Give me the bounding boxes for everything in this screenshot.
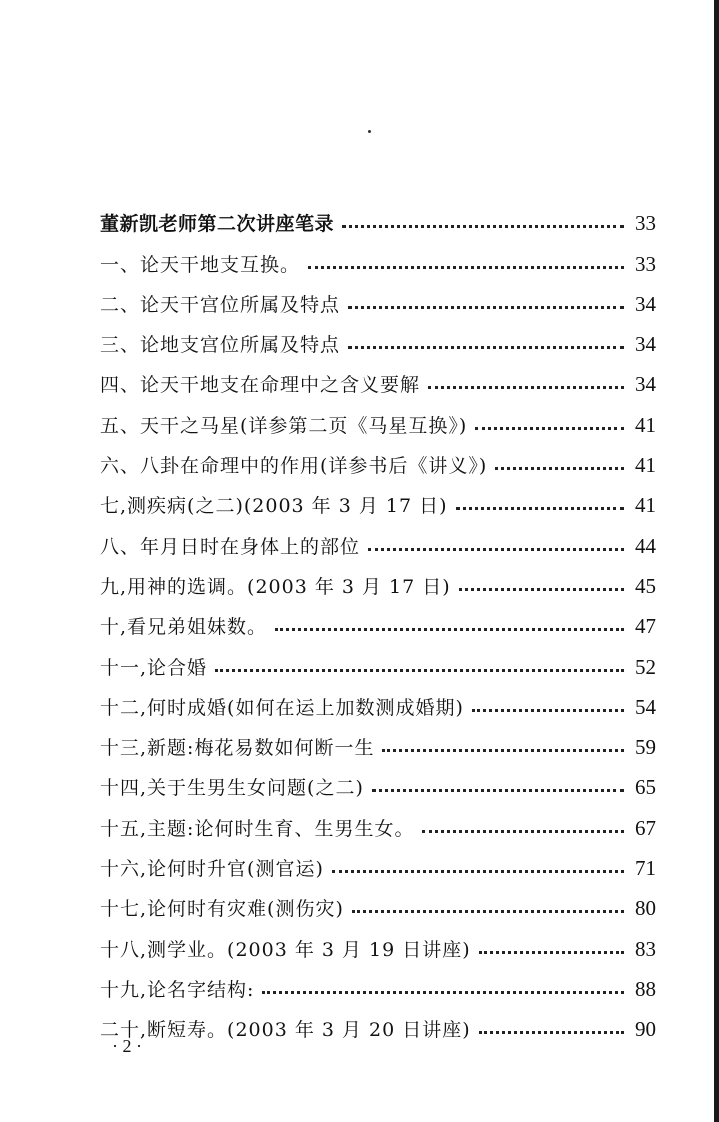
toc-entry-page: 59 xyxy=(635,735,656,760)
toc-entry xyxy=(100,557,656,597)
toc-entry xyxy=(100,678,656,718)
toc-entry-title: 十三,新题:梅花易数如何断一生 xyxy=(100,737,375,760)
toc-entry-page: 34 xyxy=(635,332,656,357)
toc-entry-title: 八、年月日时在身体上的部位 xyxy=(100,535,361,558)
toc-leader-dots xyxy=(495,467,624,470)
toc-section-header xyxy=(100,194,656,234)
toc-entry xyxy=(100,315,656,355)
toc-entry-page: 67 xyxy=(635,815,656,840)
toc-entry xyxy=(100,355,656,395)
toc-entry-page: 83 xyxy=(635,936,656,961)
toc-entry-page: 65 xyxy=(635,775,656,800)
toc-entry-title: 九,用神的选调。(2003 年 3 月 17 日) xyxy=(100,575,451,598)
toc-entry-title: 十四,关于生男生女问题(之二) xyxy=(100,777,364,800)
toc-leader-dots xyxy=(428,386,624,389)
toc-leader-dots xyxy=(372,789,624,792)
page-edge-border xyxy=(714,0,719,1122)
toc-entry xyxy=(100,798,656,838)
toc-entry-page: 34 xyxy=(635,372,656,397)
toc-entry-title: 一、论天干地支互换。 xyxy=(100,253,301,276)
toc-leader-dots xyxy=(308,266,624,269)
toc-entry-title: 三、论地支宫位所属及特点 xyxy=(100,334,341,357)
table-of-contents xyxy=(100,194,656,1040)
toc-entry-page: 80 xyxy=(635,896,656,921)
toc-entry-page: 33 xyxy=(635,211,656,236)
toc-entry xyxy=(100,960,656,1000)
toc-leader-dots xyxy=(422,830,624,833)
toc-entry-title: 十八,测学业。(2003 年 3 月 19 日讲座) xyxy=(100,938,471,961)
toc-entry xyxy=(100,1000,656,1040)
toc-entry-page: 52 xyxy=(635,654,656,679)
toc-leader-dots xyxy=(382,749,624,752)
toc-entry-page: 34 xyxy=(635,291,656,316)
toc-entry xyxy=(100,395,656,435)
toc-entry-title: 十,看兄弟姐妹数。 xyxy=(100,616,268,639)
toc-entry-title: 十二,何时成婚(如何在运上加数测成婚期) xyxy=(100,696,464,719)
toc-entry-page: 41 xyxy=(635,493,656,518)
toc-leader-dots xyxy=(459,588,624,591)
toc-entry-title: 十九,论名字结构: xyxy=(100,978,255,1001)
toc-entry xyxy=(100,637,656,677)
toc-entry-title: 十六,论何时升官(测官运) xyxy=(100,858,324,881)
toc-entry-title: 十七,论何时有灾难(测伤灾) xyxy=(100,898,344,921)
toc-leader-dots xyxy=(479,1031,624,1034)
toc-entry-page: 33 xyxy=(635,251,656,276)
toc-entry xyxy=(100,275,656,315)
toc-entry-page: 45 xyxy=(635,573,656,598)
toc-entry-page: 88 xyxy=(635,976,656,1001)
page-number: · 2 · xyxy=(112,1036,142,1056)
toc-leader-dots xyxy=(215,669,624,672)
toc-entry xyxy=(100,879,656,919)
toc-entry xyxy=(100,919,656,959)
toc-entry-title: 十五,主题:论何时生育、生男生女。 xyxy=(100,817,415,840)
toc-leader-dots xyxy=(479,951,624,954)
toc-leader-dots xyxy=(472,709,624,712)
toc-leader-dots xyxy=(368,548,624,551)
toc-leader-dots xyxy=(348,306,624,309)
toc-leader-dots xyxy=(348,346,624,349)
toc-entry-page: 47 xyxy=(635,614,656,639)
toc-entry-title: 四、论天干地支在命理中之含义要解 xyxy=(100,374,421,397)
toc-entry xyxy=(100,597,656,637)
toc-entry xyxy=(100,758,656,798)
toc-entry xyxy=(100,436,656,476)
toc-entry-page: 71 xyxy=(635,856,656,881)
toc-entry-title: 六、八卦在命理中的作用(详参书后《讲义》) xyxy=(100,455,488,478)
toc-leader-dots xyxy=(456,507,624,510)
toc-entry-title: 七,测疾病(之二)(2003 年 3 月 17 日) xyxy=(100,495,448,518)
toc-entry xyxy=(100,476,656,516)
toc-entry-page: 90 xyxy=(635,1017,656,1042)
toc-entry xyxy=(100,718,656,758)
toc-entry-page: 41 xyxy=(635,412,656,437)
toc-entry-page: 41 xyxy=(635,453,656,478)
toc-leader-dots xyxy=(475,427,624,430)
toc-entry-title: 十一,论合婚 xyxy=(100,656,208,679)
toc-leader-dots xyxy=(342,225,624,228)
toc-leader-dots xyxy=(332,870,624,873)
toc-entry xyxy=(100,234,656,274)
toc-entry xyxy=(100,516,656,556)
toc-entry-title: 董新凯老师第二次讲座笔录 xyxy=(100,213,335,236)
toc-entry-page: 54 xyxy=(635,694,656,719)
toc-entry-title: 二、论天干宫位所属及特点 xyxy=(100,293,341,316)
toc-entry-title: 五、天干之马星(详参第二页《马星互换》) xyxy=(100,414,468,437)
toc-leader-dots xyxy=(352,910,624,913)
toc-leader-dots xyxy=(275,628,624,631)
toc-entry-title: 二十,断短寿。(2003 年 3 月 20 日讲座) xyxy=(100,1019,471,1042)
toc-entry-page: 44 xyxy=(635,533,656,558)
toc-entry xyxy=(100,839,656,879)
print-speck xyxy=(368,130,371,133)
toc-leader-dots xyxy=(262,991,624,994)
